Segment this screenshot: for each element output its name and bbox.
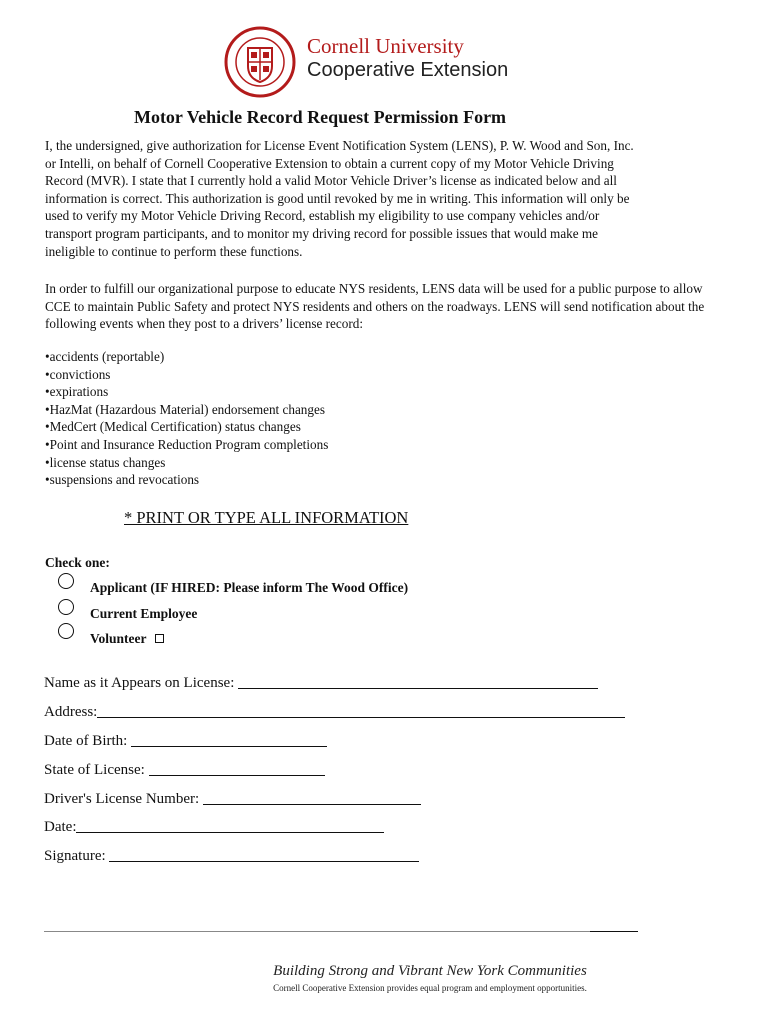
checkbox-volunteer[interactable] (155, 634, 164, 643)
signature-field[interactable] (44, 847, 419, 865)
check-one-label: Check one: (45, 555, 110, 570)
state-field[interactable] (44, 761, 325, 779)
date-label: Date: (44, 819, 77, 835)
address-input-line[interactable] (97, 703, 625, 718)
date-input-line[interactable] (76, 818, 384, 833)
option-current-employee-label: Current Employee (90, 606, 198, 621)
license-number-field[interactable] (44, 790, 421, 808)
footer-tagline: Building Strong and Vibrant New York Communities (273, 963, 587, 979)
name-field[interactable] (44, 674, 598, 692)
cornell-logo (221, 26, 521, 98)
dob-input-line[interactable] (131, 732, 327, 747)
lens-purpose-paragraph: In order to fulfill our organizational purpose to educate NYS residents, LENS data will be used for a public purpose to allow CCE to maintain Public Safety and protect NYS residents and others on the roadways. LENS will send notification about the following events when they post to a drivers’ license record: (45, 281, 705, 332)
divider (44, 931, 638, 932)
state-input-line[interactable] (149, 761, 325, 776)
option-volunteer-text (90, 631, 164, 647)
list-item: •accidents (reportable) (45, 349, 165, 364)
option-volunteer-label: Volunteer (90, 631, 147, 646)
footer-equal-opportunity: Cornell Cooperative Extension provides equal program and employment opportunities. (273, 983, 587, 993)
address-field[interactable] (44, 703, 625, 721)
list-item: •convictions (45, 366, 111, 382)
dob-label: Date of Birth: (44, 733, 128, 749)
list-item: •MedCert (Medical Certification) status changes (45, 419, 301, 435)
signature-label: Signature: (44, 848, 106, 864)
brand-text (307, 34, 508, 82)
cornell-seal-icon (221, 26, 299, 98)
event-list (45, 348, 328, 489)
list-item: •Point and Insurance Reduction Program completions (45, 436, 329, 452)
brand-line1: Cornell University (307, 34, 464, 58)
signature-input-line[interactable] (109, 847, 419, 862)
list-item: •suspensions and revocations (45, 472, 200, 488)
authorization-paragraph: I, the undersigned, give authorization for License Event Notification System (LENS), P. W. Wood and Son, Inc. or Intelli, on behalf of Cornell Cooperative Extension to obtain a current copy of my Motor Vehicle Driving Record (MVR). I state that I currently hold a valid Motor Vehicle Driver’s license as indicated below and all information is correct. This authorization is good until revoked by me in writing. This information will only be used to verify my Motor Vehicle Driving Record, establish my eligibility to use company vehicles and/or transport program participants, and to monitor my driving record for possible issues that would make me ineligible to continue to perform these functions. (45, 138, 634, 259)
radio-volunteer[interactable] (58, 623, 74, 639)
brand-line2: Cooperative Extension (307, 59, 509, 81)
form-title: Motor Vehicle Record Request Permission Form (133, 107, 507, 127)
name-input-line[interactable] (238, 674, 598, 689)
list-item: •expirations (45, 384, 109, 400)
list-item: •HazMat (Hazardous Material) endorsement changes (45, 401, 325, 417)
print-instruction: * PRINT OR TYPE ALL INFORMATION (124, 508, 409, 527)
list-item: •license status changes (45, 454, 166, 470)
radio-current-employee[interactable] (58, 599, 74, 615)
date-field[interactable] (44, 818, 384, 836)
divider-accent (590, 931, 638, 932)
license-number-label: Driver's License Number: (44, 791, 200, 807)
dob-field[interactable] (44, 732, 327, 750)
option-applicant-label: Applicant (IF HIRED: Please inform The Wood Office) (90, 580, 409, 595)
address-label: Address: (44, 704, 98, 720)
state-label: State of License: (44, 762, 145, 778)
radio-applicant[interactable] (58, 573, 74, 589)
license-number-input-line[interactable] (203, 790, 421, 805)
name-label: Name as it Appears on License: (44, 675, 235, 691)
